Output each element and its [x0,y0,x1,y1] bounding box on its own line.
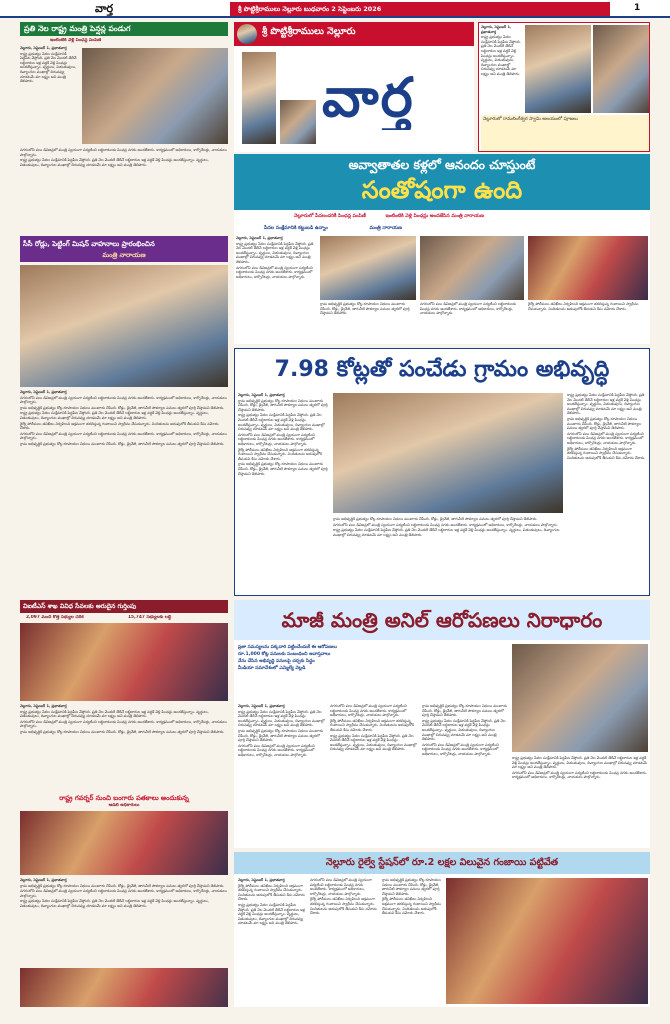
left1-sub: ఇంటింటికి వెళ్లి పింఛన్ల పంపిణీ [50,38,102,43]
lead-strap [234,212,650,222]
masthead-city-photo [280,100,316,144]
page-number: 1 [634,3,641,13]
left1-photo [82,48,228,144]
story3-text-4: రాష్ట్ర ప్రభుత్వం పేదల సంక్షేమానికి పెద్దపీట వేస్తోంది. ప్రతి నెల మొదటి తేదీనే లబ్ధిదారుల ఇళ్ల వద్దకే వెళ్లి పింఛన్లు అందజేస్తున్నాం. వృద్ధులు, వితంతువులు, దివ్యాంగుల ముఖాల్లో చిరునవ్వు చూడటమే మా లక్ష్యం అని మంత్రి తెలిపారు. నగరంలోని పలు డివిజన్లలో మంత్రి స్వయంగా పర్యటించి లబ్ధిదారులకు పింఛన్ల నగదు అందజేశారు. కార్యక్రమంలో అధికారులు, కార్పొరేటర్లు, నాయకులు పాల్గొన్నారు. [512,756,648,780]
lead-text-1: నెల్లూరు, సెప్టెంబర్ 1, ప్రభాతవార్త రాష్ట్ర ప్రభుత్వం పేదల సంక్షేమానికి పెద్దపీట వేస్తోంది. ప్రతి నెల మొదటి తేదీనే లబ్ధిదారుల ఇళ్ల వద్దకే వెళ్లి పింఛన్లు అందజేస్తున్నాం. వృద్ధులు, వితంతువులు, దివ్యాంగుల ముఖాల్లో చిరునవ్వు చూడటమే మా లక్ష్యం అని మంత్రి తెలిపారు. నగరంలోని పలు డివిజన్లలో మంత్రి స్వయంగా పర్యటించి లబ్ధిదారులకు పింఛన్ల నగదు అందజేశారు. కార్యక్రమంలో అధికారులు, కార్పొరేటర్లు, నాయకులు పాల్గొన్నారు. [236,236,314,279]
story3-text-3: గ్రామ అభివృద్ధికి ప్రభుత్వం కోట్ల రూపాయల నిధులు మంజూరు చేసింది. రోడ్లు, డ్రైనేజీ, తాగునీటి సౌకర్యాల పనులు త్వరలో పూర్తి చేస్తామని తెలిపారు. రాష్ట్ర ప్రభుత్వం పేదల సంక్షేమానికి పెద్దపీట వేస్తోంది. ప్రతి నెల మొదటి తేదీనే లబ్ధిదారుల ఇళ్ల వద్దకే వెళ్లి పింఛన్లు అందజేస్తున్నాం. వృద్ధులు, వితంతువులు, దివ్యాంగుల ముఖాల్లో చిరునవ్వు చూడటమే మా లక్ష్యం అని మంత్రి తెలిపారు. నగరంలోని పలు డివిజన్లలో మంత్రి స్వయంగా పర్యటించి లబ్ధిదారులకు పింఛన్ల నగదు అందజేశారు. కార్యక్రమంలో అధికారులు, కార్పొరేటర్లు, నాయకులు పాల్గొన్నారు. [422,704,507,756]
left2-text: నెల్లూరు, సెప్టెంబర్ 1, ప్రభాతవార్త నగరంలోని పలు డివిజన్లలో మంత్రి స్వయంగా పర్యటించి లబ్ధిదారులకు పింఛన్ల నగదు అందజేశారు. కార్యక్రమంలో అధికారులు, కార్పొరేటర్లు, నాయకులు పాల్గొన్నారు. గ్రామ అభివృద్ధికి ప్రభుత్వం కోట్ల రూపాయల నిధులు మంజూరు చేసింది. రోడ్లు, డ్రైనేజీ, తాగునీటి సౌకర్యాల పనులు త్వరలో పూర్తి చేస్తామని తెలిపారు. రాష్ట్ర ప్రభుత్వం పేదల సంక్షేమానికి పెద్దపీట వేస్తోంది. ప్రతి నెల మొదటి తేదీనే లబ్ధిదారుల ఇళ్ల వద్దకే వెళ్లి పింఛన్లు అందజేస్తున్నాం. వృద్ధులు, వితంతువులు, దివ్యాంగుల ముఖాల్లో చిరునవ్వు చూడటమే మా లక్ష్యం అని మంత్రి తెలిపారు. రైల్వే పోలీసులు తనిఖీలు నిర్వహించి అక్రమంగా తరలిస్తున్న గంజాయిని స్వాధీనం చేసుకున్నారు. నిందితులను అదుపులోకి తీసుకుని కేసు నమోదు చేశారు. నగరంలోని పలు డివిజన్లలో మంత్రి స్వయంగా పర్యటించి లబ్ధిదారులకు పింఛన్ల నగదు అందజేశారు. కార్యక్రమంలో అధికారులు, కార్పొరేటర్లు, నాయకులు పాల్గొన్నారు. గ్రామ అభివృద్ధికి ప్రభుత్వం కోట్ల రూపాయల నిధులు మంజూరు చేసింది. రోడ్లు, డ్రైనేజీ, తాగునీటి సౌకర్యాల పనులు త్వరలో పూర్తి చేస్తామని తెలిపారు. [20,390,227,446]
top-right-photo-1 [525,25,591,113]
lead-photo-1 [320,236,416,300]
lead-strap-1: నెల్లూరులో పేదలందరికీ పింఛన్ల పంపిణీ [294,214,366,219]
lead-text-4: రైల్వే పోలీసులు తనిఖీలు నిర్వహించి అక్రమంగా తరలిస్తున్న గంజాయిని స్వాధీనం చేసుకున్నారు. నిందితులను అదుపులోకి తీసుకుని కేసు నమోదు చేశారు. [528,302,639,311]
lead-line-1: పేదల సంక్షేమానికి కట్టుబడి ఉన్నాం [264,226,328,231]
left3-photo [20,623,228,701]
left1-title: ప్రతి నెల రాష్ట్ర మంత్రి పెన్షన్ల పండుగ [20,22,228,36]
story2-text-3: రాష్ట్ర ప్రభుత్వం పేదల సంక్షేమానికి పెద్దపీట వేస్తోంది. ప్రతి నెల మొదటి తేదీనే లబ్ధిదారుల ఇళ్ల వద్దకే వెళ్లి పింఛన్లు అందజేస్తున్నాం. వృద్ధులు, వితంతువులు, దివ్యాంగుల ముఖాల్లో చిరునవ్వు చూడటమే మా లక్ష్యం అని మంత్రి తెలిపారు. గ్రామ అభివృద్ధికి ప్రభుత్వం కోట్ల రూపాయల నిధులు మంజూరు చేసింది. రోడ్లు, డ్రైనేజీ, తాగునీటి సౌకర్యాల పనులు త్వరలో పూర్తి చేస్తామని తెలిపారు. నగరంలోని పలు డివిజన్లలో మంత్రి స్వయంగా పర్యటించి లబ్ధిదారులకు పింఛన్ల నగదు అందజేశారు. కార్యక్రమంలో అధికారులు, కార్పొరేటర్లు, నాయకులు పాల్గొన్నారు. రైల్వే పోలీసులు తనిఖీలు నిర్వహించి అక్రమంగా తరలిస్తున్న గంజాయిని స్వాధీనం చేసుకున్నారు. నిందితులను అదుపులోకి తీసుకుని కేసు నమోదు చేశారు. [567,393,646,460]
story-2 [234,348,650,596]
lead-photo-3 [528,236,648,300]
lead-line-2: మంత్రి నారాయణ [369,226,403,231]
top-right-caption: నెల్లూరులో రామలింగేశ్వర స్వామి ఆలయంలో పూజలు [481,115,649,151]
story3-bullet-1: ప్రజా సమస్యలను పక్కదారి పట్టించేందుకే ఈ ఆరోపణలు [238,645,337,650]
left4-photo [20,811,228,875]
lead-photo-2 [420,236,524,300]
left3-title: విఐటీఎస్ శాఖ వివిధ సేవలకు అరుదైన గుర్తింపు [20,600,228,613]
left1-text: నెల్లూరు, సెప్టెంబర్ 1, ప్రభాతవార్త రాష్ట్ర ప్రభుత్వం పేదల సంక్షేమానికి పెద్దపీట వేస్తోంది. ప్రతి నెల మొదటి తేదీనే లబ్ధిదారుల ఇళ్ల వద్దకే వెళ్లి పింఛన్లు అందజేస్తున్నాం. వృద్ధులు, వితంతువులు, దివ్యాంగుల ముఖాల్లో చిరునవ్వు చూడటమే మా లక్ష్యం అని మంత్రి తెలిపారు. [20,46,77,84]
left4-title: రాష్ట్ర గవర్నర్ నుంచి బంగారు పతకాలు అందుకున్న [59,794,189,802]
story4-text-3: గ్రామ అభివృద్ధికి ప్రభుత్వం కోట్ల రూపాయల నిధులు మంజూరు చేసింది. రోడ్లు, డ్రైనేజీ, తాగునీటి సౌకర్యాల పనులు త్వరలో పూర్తి చేస్తామని తెలిపారు. రైల్వే పోలీసులు తనిఖీలు నిర్వహించి అక్రమంగా తరలిస్తున్న గంజాయిని స్వాధీనం చేసుకున్నారు. నిందితులను అదుపులోకి తీసుకుని కేసు నమోదు చేశారు. [382,878,442,916]
left3-text: నెల్లూరు, సెప్టెంబర్ 1, ప్రభాతవార్త రాష్ట్ర ప్రభుత్వం పేదల సంక్షేమానికి పెద్దపీట వేస్తోంది. ప్రతి నెల మొదటి తేదీనే లబ్ధిదారుల ఇళ్ల వద్దకే వెళ్లి పింఛన్లు అందజేస్తున్నాం. వృద్ధులు, వితంతువులు, దివ్యాంగుల ముఖాల్లో చిరునవ్వు చూడటమే మా లక్ష్యం అని మంత్రి తెలిపారు. నగరంలోని పలు డివిజన్లలో మంత్రి స్వయంగా పర్యటించి లబ్ధిదారులకు పింఛన్ల నగదు అందజేశారు. కార్యక్రమంలో అధికారులు, కార్పొరేటర్లు, నాయకులు పాల్గొన్నారు. గ్రామ అభివృద్ధికి ప్రభుత్వం కోట్ల రూపాయల నిధులు మంజూరు చేసింది. రోడ్లు, డ్రైనేజీ, తాగునీటి సౌకర్యాల పనులు త్వరలో పూర్తి చేస్తామని తెలిపారు. [20,704,227,734]
story3-bullets [238,644,506,700]
story3-bullet-3: నేను చేసిన అభివృద్ధి పనులపై చర్చకు సిద్ధం [238,659,315,664]
story4-photo [446,878,648,1004]
top-right-box [478,22,650,152]
top-right-text: నెల్లూరు, సెప్టెంబర్ 1, ప్రభాతవార్త రాష్ట్ర ప్రభుత్వం పేదల సంక్షేమానికి పెద్దపీట వేస్తోంది. ప్రతి నెల మొదటి తేదీనే లబ్ధిదారుల ఇళ్ల వద్దకే వెళ్లి పింఛన్లు అందజేస్తున్నాం. వృద్ధులు, వితంతువులు, దివ్యాంగుల ముఖాల్లో చిరునవ్వు చూడటమే మా లక్ష్యం అని మంత్రి తెలిపారు. [481,25,521,76]
story4-headline-band [234,852,650,874]
story3-headline-band [234,600,650,640]
masthead-temple-photo [242,52,276,144]
story4-headline: నెల్లూరు రైల్వే స్టేషన్‌లో రూ.2 లక్షల విలువైన గంజాయి పట్టివేత [325,857,559,868]
masthead-banner [234,22,474,46]
lead-strap-2: ఇంటింటికి వెళ్లి పింఛన్లు అందజేసిన మంత్రి నారాయణ [385,214,484,219]
lead-lines [234,224,650,233]
left4-sub: ఆడిట్ అధికారులు [108,803,140,808]
story3-headline: మాజీ మంత్రి అనిల్ ఆరోపణలు నిరాధారం [281,608,603,632]
top-right-photo-2 [593,25,649,113]
left-column [20,22,228,1007]
story3-text-1: నెల్లూరు, సెప్టెంబర్ 1, ప్రభాతవార్త రాష్ట్ర ప్రభుత్వం పేదల సంక్షేమానికి పెద్దపీట వేస్తోంది. ప్రతి నెల మొదటి తేదీనే లబ్ధిదారుల ఇళ్ల వద్దకే వెళ్లి పింఛన్లు అందజేస్తున్నాం. వృద్ధులు, వితంతువులు, దివ్యాంగుల ముఖాల్లో చిరునవ్వు చూడటమే మా లక్ష్యం అని మంత్రి తెలిపారు. గ్రామ అభివృద్ధికి ప్రభుత్వం కోట్ల రూపాయల నిధులు మంజూరు చేసింది. రోడ్లు, డ్రైనేజీ, తాగునీటి సౌకర్యాల పనులు త్వరలో పూర్తి చేస్తామని తెలిపారు. నగరంలోని పలు డివిజన్లలో మంత్రి స్వయంగా పర్యటించి లబ్ధిదారులకు పింఛన్ల నగదు అందజేశారు. కార్యక్రమంలో అధికారులు, కార్పొరేటర్లు, నాయకులు పాల్గొన్నారు. [238,704,325,757]
story2-photo [333,393,563,513]
lead-text-3: నగరంలోని పలు డివిజన్లలో మంత్రి స్వయంగా పర్యటించి లబ్ధిదారులకు పింఛన్ల నగదు అందజేశారు. కార్యక్రమంలో అధికారులు, కార్పొరేటర్లు, నాయకులు పాల్గొన్నారు. [420,302,517,316]
masthead-center [234,22,474,152]
masthead-portrait [237,24,257,44]
story3-portrait [512,644,648,752]
story2-text-1: నెల్లూరు, సెప్టెంబర్ 1, ప్రభాతవార్త గ్రామ అభివృద్ధికి ప్రభుత్వం కోట్ల రూపాయల నిధులు మంజూరు చేసింది. రోడ్లు, డ్రైనేజీ, తాగునీటి సౌకర్యాల పనులు త్వరలో పూర్తి చేస్తామని తెలిపారు. రాష్ట్ర ప్రభుత్వం పేదల సంక్షేమానికి పెద్దపీట వేస్తోంది. ప్రతి నెల మొదటి తేదీనే లబ్ధిదారుల ఇళ్ల వద్దకే వెళ్లి పింఛన్లు అందజేస్తున్నాం. వృద్ధులు, వితంతువులు, దివ్యాంగుల ముఖాల్లో చిరునవ్వు చూడటమే మా లక్ష్యం అని మంత్రి తెలిపారు. నగరంలోని పలు డివిజన్లలో మంత్రి స్వయంగా పర్యటించి లబ్ధిదారులకు పింఛన్ల నగదు అందజేశారు. కార్యక్రమంలో అధికారులు, కార్పొరేటర్లు, నాయకులు పాల్గొన్నారు. రైల్వే పోలీసులు తనిఖీలు నిర్వహించి అక్రమంగా తరలిస్తున్న గంజాయిని స్వాధీనం చేసుకున్నారు. నిందితులను అదుపులోకి తీసుకుని కేసు నమోదు చేశారు. గ్రామ అభివృద్ధికి ప్రభుత్వం కోట్ల రూపాయల నిధులు మంజూరు చేసింది. రోడ్లు, డ్రైనేజీ, తాగునీటి సౌకర్యాల పనులు త్వరలో పూర్తి చేస్తామని తెలిపారు. [238,393,328,476]
story2-text-2: గ్రామ అభివృద్ధికి ప్రభుత్వం కోట్ల రూపాయల నిధులు మంజూరు చేసింది. రోడ్లు, డ్రైనేజీ, తాగునీటి సౌకర్యాల పనులు త్వరలో పూర్తి చేస్తామని తెలిపారు. నగరంలోని పలు డివిజన్లలో మంత్రి స్వయంగా పర్యటించి లబ్ధిదారులకు పింఛన్ల నగదు అందజేశారు. కార్యక్రమంలో అధికారులు, కార్పొరేటర్లు, నాయకులు పాల్గొన్నారు. రాష్ట్ర ప్రభుత్వం పేదల సంక్షేమానికి పెద్దపీట వేస్తోంది. ప్రతి నెల మొదటి తేదీనే లబ్ధిదారుల ఇళ్ల వద్దకే వెళ్లి పింఛన్లు అందజేస్తున్నాం. వృద్ధులు, వితంతువులు, దివ్యాంగుల ముఖాల్లో చిరునవ్వు చూడటమే మా లక్ష్యం అని మంత్రి తెలిపారు. [333,517,560,537]
story4-text-2: నగరంలోని పలు డివిజన్లలో మంత్రి స్వయంగా పర్యటించి లబ్ధిదారులకు పింఛన్ల నగదు అందజేశారు. కార్యక్రమంలో అధికారులు, కార్పొరేటర్లు, నాయకులు పాల్గొన్నారు. రైల్వే పోలీసులు తనిఖీలు నిర్వహించి అక్రమంగా తరలిస్తున్న గంజాయిని స్వాధీనం చేసుకున్నారు. నిందితులను అదుపులోకి తీసుకుని కేసు నమోదు చేశారు. [310,878,377,916]
lead-headline-band [234,154,650,210]
left1-text-2: నగరంలోని పలు డివిజన్లలో మంత్రి స్వయంగా పర్యటించి లబ్ధిదారులకు పింఛన్ల నగదు అందజేశారు. కార్యక్రమంలో అధికారులు, కార్పొరేటర్లు, నాయకులు పాల్గొన్నారు. రాష్ట్ర ప్రభుత్వం పేదల సంక్షేమానికి పెద్దపీట వేస్తోంది. ప్రతి నెల మొదటి తేదీనే లబ్ధిదారుల ఇళ్ల వద్దకే వెళ్లి పింఛన్లు అందజేస్తున్నాం. వృద్ధులు, వితంతువులు, దివ్యాంగుల ముఖాల్లో చిరునవ్వు చూడటమే మా లక్ష్యం అని మంత్రి తెలిపారు. [20,148,227,167]
lead-text-2: గ్రామ అభివృద్ధికి ప్రభుత్వం కోట్ల రూపాయల నిధులు మంజూరు చేసింది. రోడ్లు, డ్రైనేజీ, తాగునీటి సౌకర్యాల పనులు త్వరలో పూర్తి చేస్తామని తెలిపారు. [320,302,410,316]
story4-text-1: నెల్లూరు, సెప్టెంబర్ 1, ప్రభాతవార్త రైల్వే పోలీసులు తనిఖీలు నిర్వహించి అక్రమంగా తరలిస్తున్న గంజాయిని స్వాధీనం చేసుకున్నారు. నిందితులను అదుపులోకి తీసుకుని కేసు నమోదు చేశారు. రాష్ట్ర ప్రభుత్వం పేదల సంక్షేమానికి పెద్దపీట వేస్తోంది. ప్రతి నెల మొదటి తేదీనే లబ్ధిదారుల ఇళ్ల వద్దకే వెళ్లి పింఛన్లు అందజేస్తున్నాం. వృద్ధులు, వితంతువులు, దివ్యాంగుల ముఖాల్లో చిరునవ్వు చూడటమే మా లక్ష్యం అని మంత్రి తెలిపారు. [238,878,305,926]
top-strip [0,0,670,18]
top-left-brand: వార్త [95,2,114,15]
left2-photo [20,265,228,387]
left3-stat2: 15,747 సభ్యులకు లబ్ధి [128,615,172,620]
lead-headline: సంతోషంగా ఉంది [361,176,523,204]
story-3 [234,600,650,848]
lead-story [234,154,650,344]
left3-stat1: 2,097 మంది కొత్త సభ్యుల చేరిక [26,615,84,620]
story-4 [234,852,650,1007]
masthead-logo: వార్త [322,66,415,129]
left2-title: సీసీ రోడ్లు, పెట్టింగ్ మిషన్ వాహనాలు ప్రారంభించిన మంత్రి నారాయణ [20,236,228,262]
edition-date: శ్రీ పొట్టిశ్రీరాములు నెల్లూరు బుధవారం 2 సెప్టెంబరు 2026 [238,5,382,13]
story3-bullet-2: రూ.1,000 కోట్ల పనులకు సంబంధించి అవాస్తవాలు [238,652,331,657]
story2-headline: 7.98 కోట్లతో పంచేడు గ్రామం అభివృద్ధి [274,357,610,382]
lead-kicker: అవ్వాతాతల కళ్లలో ఆనందం చూస్తుంటే [348,157,536,172]
left4-photo-2 [20,968,228,1007]
story3-text-2: నగరంలోని పలు డివిజన్లలో మంత్రి స్వయంగా పర్యటించి లబ్ధిదారులకు పింఛన్ల నగదు అందజేశారు. కార్యక్రమంలో అధికారులు, కార్పొరేటర్లు, నాయకులు పాల్గొన్నారు. రైల్వే పోలీసులు తనిఖీలు నిర్వహించి అక్రమంగా తరలిస్తున్న గంజాయిని స్వాధీనం చేసుకున్నారు. నిందితులను అదుపులోకి తీసుకుని కేసు నమోదు చేశారు. రాష్ట్ర ప్రభుత్వం పేదల సంక్షేమానికి పెద్దపీట వేస్తోంది. ప్రతి నెల మొదటి తేదీనే లబ్ధిదారుల ఇళ్ల వద్దకే వెళ్లి పింఛన్లు అందజేస్తున్నాం. వృద్ధులు, వితంతువులు, దివ్యాంగుల ముఖాల్లో చిరునవ్వు చూడటమే మా లక్ష్యం అని మంత్రి తెలిపారు. [330,704,417,752]
dateline-strip [230,2,610,16]
left4-text: నెల్లూరు, సెప్టెంబర్ 1, ప్రభాతవార్త గ్రామ అభివృద్ధికి ప్రభుత్వం కోట్ల రూపాయల నిధులు మంజూరు చేసింది. రోడ్లు, డ్రైనేజీ, తాగునీటి సౌకర్యాల పనులు త్వరలో పూర్తి చేస్తామని తెలిపారు. నగరంలోని పలు డివిజన్లలో మంత్రి స్వయంగా పర్యటించి లబ్ధిదారులకు పింఛన్ల నగదు అందజేశారు. కార్యక్రమంలో అధికారులు, కార్పొరేటర్లు, నాయకులు పాల్గొన్నారు. రాష్ట్ర ప్రభుత్వం పేదల సంక్షేమానికి పెద్దపీట వేస్తోంది. ప్రతి నెల మొదటి తేదీనే లబ్ధిదారుల ఇళ్ల వద్దకే వెళ్లి పింఛన్లు అందజేస్తున్నాం. వృద్ధులు, వితంతువులు, దివ్యాంగుల ముఖాల్లో చిరునవ్వు చూడటమే మా లక్ష్యం అని మంత్రి తెలిపారు. [20,878,227,908]
story3-bullet-4: మీడియా సమావేశంలో ఎమ్మెల్యే వెల్లడి [238,666,306,671]
masthead-banner-text: శ్రీ పొట్టిశ్రీరాములు నెల్లూరు [262,26,356,37]
